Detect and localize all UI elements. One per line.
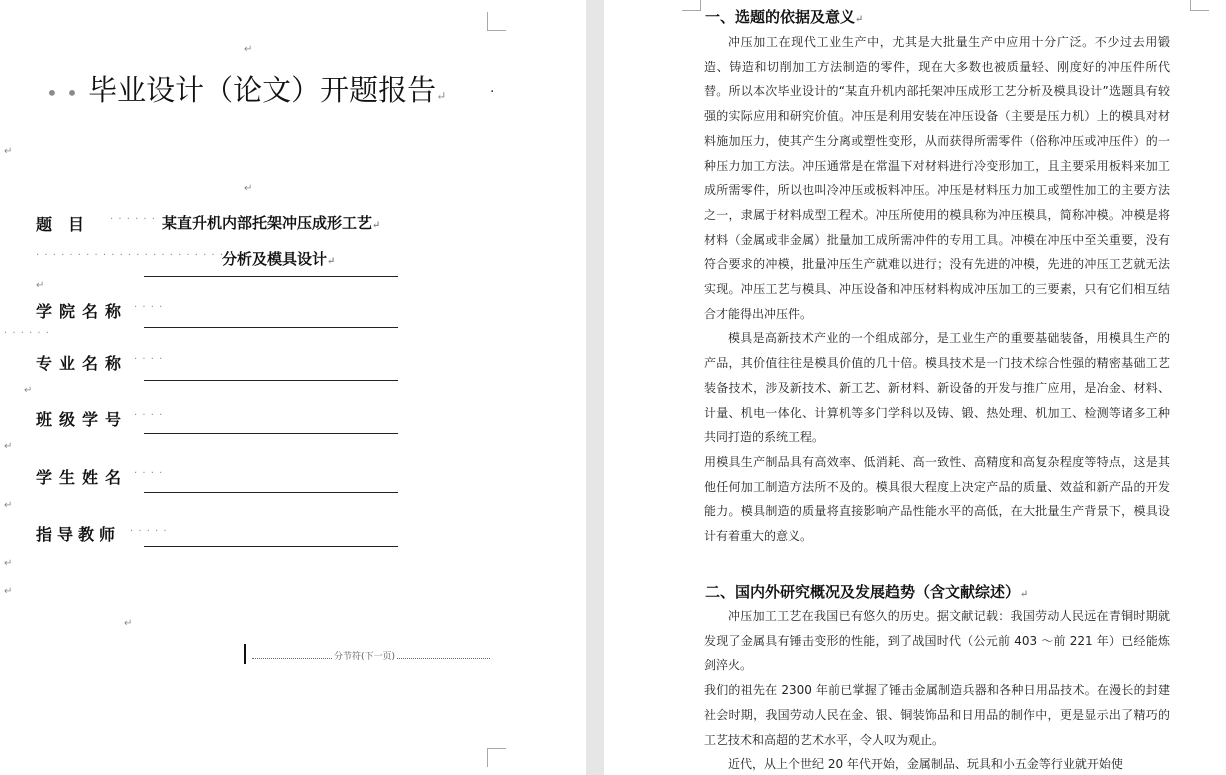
field-major-label: [36, 351, 128, 374]
text-cursor: [244, 644, 246, 664]
topic-line-2-text: 分析及模具设计: [222, 250, 328, 268]
paragraph-mark-icon: ↵: [327, 256, 336, 267]
paragraph-mark-icon: ↵: [1020, 589, 1029, 600]
field-major-underline: [144, 380, 398, 381]
topic-line-1[interactable]: [162, 212, 380, 233]
field-college-label-text: 学院名称: [36, 302, 129, 321]
margin-corner-mark: [487, 12, 506, 31]
paragraph: 我们的祖先在 2300 年前已掌握了锤击金属制造兵器和各种日用品技术。在漫长的封建社会时期，我国劳动人民在金、银、铜装饰品和日用品的制作中，更是显示出了精巧的工艺技术和高超的艺术水平，令人叹为观止。: [704, 683, 1170, 747]
paragraph-mark-icon: ↵: [24, 385, 33, 396]
section-break-label: 分节符(下一页): [332, 649, 397, 662]
paragraph-mark-icon: ↵: [244, 44, 253, 55]
field-advisor-label: [36, 522, 120, 545]
topic-label-text: 题 目: [36, 215, 85, 234]
paragraph: 用模具生产制品具有高效率、低消耗、高一致性、高精度和高复杂程度等特点，这是其他任何加工制造方法所不及的。模具很大程度上决定产品的质量、效益和新产品的开发能力。模具制造的质量将直接影响产品性能水平的高低，在大批量生产背景下，模具设计有着重大的意义。: [704, 454, 1170, 544]
tab-dots: · · · ·: [134, 354, 164, 365]
bullet-dot: ·: [490, 84, 495, 100]
field-class-underline: [144, 433, 398, 434]
paragraph-mark-icon: ↵: [36, 280, 45, 291]
field-student-label-text: 学生姓名: [36, 468, 129, 487]
field-student-label: [36, 465, 128, 488]
tab-dots: · · · ·: [134, 302, 164, 313]
paragraph: 冲压加工在现代工业生产中，尤其是大批量生产中应用十分广泛。不少过去用锻造、铸造和切削加工方法制造的零件，现在大多数也被质量轻、刚度好的冲压件所代替。所以本次毕业设计的“某直升机内部托架冲压成形工艺分析及模具设计”选题具有较强的实际应用和研究价值。冲压是利用安装在冲压设备（主要是压力机）上的模具对材料施加压力，使其产生分离或塑性变形，从而获得所需零件（俗称冲压或冲压件）的一种压力加工方法。冲压通常是在常温下对材料进行冷变形加工，且主要采用板料来加工成所需零件，所以也叫冷冲压或板料冲压。冲压是材料压力加工或塑性加工的主要方法之一，隶属于材料成型工程术。冲压所使用的模具称为冲压模具，简称冲模。冲模是将材料（金属或非金属）批量加工成所需冲件的专用工具。冲模在冲压中至关重要，没有符合要求的冲模，批量冲压生产就难以进行；没有先进的冲模，先进的冲压工艺就无法实现。冲压工艺与模具、冲压设备和冲压材料构成冲压加工的三要素，只有它们相互结合才能得出冲压件。: [704, 35, 1170, 321]
topic-line-2[interactable]: [222, 248, 335, 269]
margin-corner-mark: [1190, 0, 1209, 11]
field-major-label-text: 专业名称: [36, 354, 129, 373]
margin-corner-mark: [682, 0, 701, 11]
paragraph-mark-icon: ↵: [124, 618, 133, 629]
paragraph-mark-icon: ↵: [372, 220, 381, 231]
field-class-label-text: 班级学号: [36, 410, 129, 429]
tab-dots: · · · · ·: [130, 526, 168, 537]
paragraph-mark-icon: ↵: [436, 89, 447, 103]
section-1-heading: [705, 6, 863, 27]
tab-dots: · · · · · · · · · · · · · · · · · · · · · · · · · ·: [36, 250, 250, 261]
field-college-label: [36, 299, 128, 322]
paragraph: 近代，从上个世纪 20 年代开始，金属制品、玩具和小五金等行业就开始使: [728, 757, 1123, 772]
section-1-body[interactable]: [704, 30, 1170, 549]
section-2-heading: [705, 581, 1028, 602]
bullet-dots: • •: [46, 81, 79, 105]
field-student-underline: [144, 492, 398, 493]
paragraph-mark-icon: ↵: [4, 441, 13, 452]
cover-title: [46, 68, 446, 109]
topic-underline: [144, 276, 398, 277]
paragraph-mark-icon: ↵: [244, 183, 253, 194]
topic-line-1-text: 某直升机内部托架冲压成形工艺: [162, 214, 373, 232]
field-advisor-underline: [144, 546, 398, 547]
tab-dots: · · · ·: [134, 410, 164, 421]
tab-dots: · · · ·: [134, 468, 164, 479]
tab-dots: · · · · · ·: [110, 214, 156, 225]
section-break: [244, 644, 490, 664]
section-2-heading-text: 二、国内外研究概况及发展趋势（含文献综述）: [705, 583, 1021, 601]
cover-title-text: 毕业设计（论文）开题报告: [88, 73, 437, 107]
paragraph-mark-icon: ↵: [4, 146, 13, 157]
paragraph-mark-icon: ↵: [4, 586, 13, 597]
cover-page[interactable]: [0, 0, 586, 775]
section-2-body[interactable]: [704, 604, 1170, 775]
paragraph-mark-icon: ↵: [4, 558, 13, 569]
field-class-label: [36, 407, 128, 430]
field-college-underline: [144, 327, 398, 328]
paragraph: 冲压加工工艺在我国已有悠久的历史。据文献记载：我国劳动人民远在青铜时期就发现了金属具有锤击变形的性能，到了战国时代（公元前 403 ～前 221 年）已经能炼剑淬火。: [704, 609, 1170, 673]
paragraph-mark-icon: ↵: [4, 500, 13, 511]
paragraph: 模具是高新技术产业的一个组成部分，是工业生产的重要基础装备，用模具生产的产品，其价值往往是模具价值的几十倍。模具技术是一门技术综合性强的精密基础工艺装备技术，涉及新技术、新工艺、新材料、新设备的开发与推广应用，是冶金、材料、计量、机电一体化、计算机等多门学科以及铸、锻、热处理、机加工、检测等诸多工种共同打造的系统工程。: [704, 331, 1170, 445]
field-advisor-label-text: 指导教师: [36, 525, 121, 544]
tab-dots: · · · · · ·: [4, 328, 50, 339]
margin-corner-mark: [487, 748, 506, 767]
section-1-heading-text: 一、选题的依据及意义: [705, 8, 856, 26]
topic-label: [36, 212, 84, 235]
paragraph-mark-icon: ↵: [855, 14, 864, 25]
